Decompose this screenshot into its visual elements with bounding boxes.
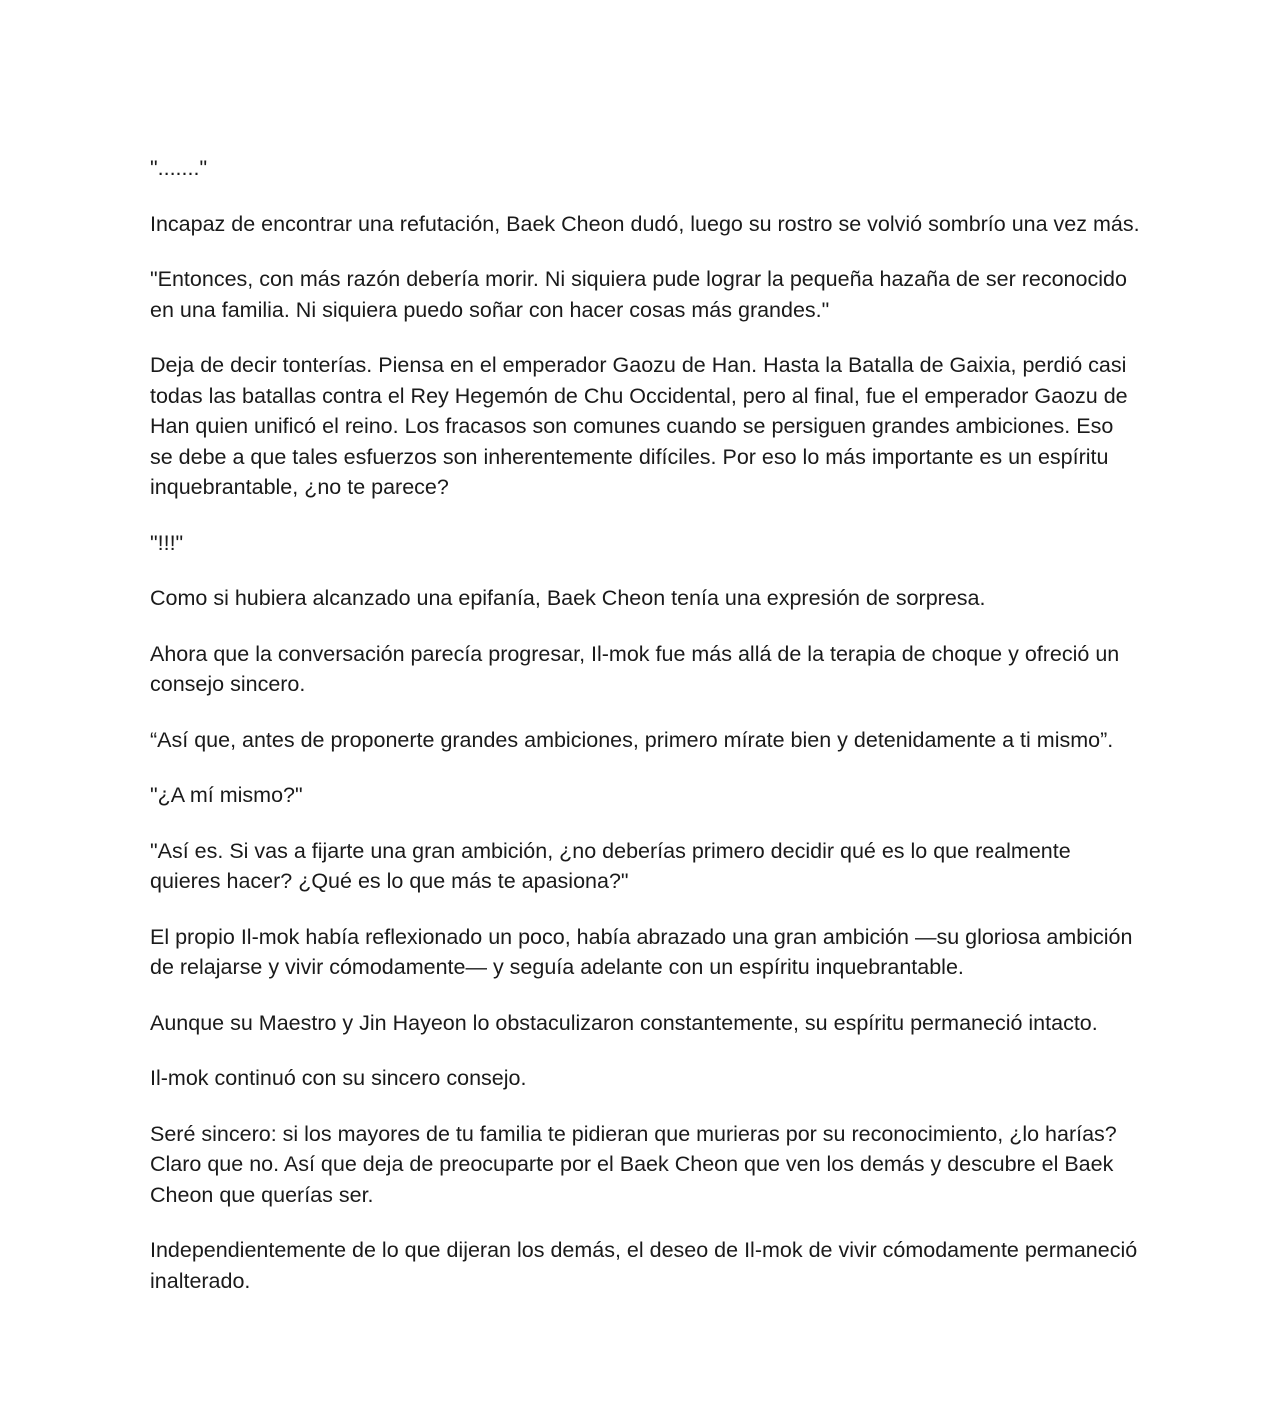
paragraph-epiphany: Como si hubiera alcanzado una epifanía, Baek Cheon tenía una expresión de sorpresa. xyxy=(150,586,986,610)
paragraph-continued-advice: Il-mok continuó con su sincero consejo. xyxy=(150,1066,527,1090)
paragraph-unchanged-desire: Independientemente de lo que dijeran los demás, el deseo de Il-mok de vivir cómodamente permaneció inalterado. xyxy=(150,1238,1138,1293)
paragraph-gaozu-advice: Deja de decir tonterías. Piensa en el emperador Gaozu de Han. Hasta la Batalla de Gaixia, perdió casi todas las batallas contra el Rey Hegemón de Chu Occidental, pero al final, fue el emperador Gaozu de Han quien unificó el reino. Los fracasos son comunes cuando se persiguen grandes ambiciones. Eso se debe a que tales esfuerzos son inherentemente difíciles. Por eso lo más importante es un espíritu inquebrantable, ¿no te parece? xyxy=(150,353,1128,499)
paragraph-ellipsis-quote: "......." xyxy=(150,156,208,180)
paragraph-myself-question: "¿A mí mismo?" xyxy=(150,783,303,807)
paragraph-be-sincere: Seré sincero: si los mayores de tu familia te pidieran que murieras por su reconocimiento, ¿lo harías? Claro que no. Así que deja de preocuparte por el Baek Cheon que ven los demás y descubre el Baek Cheon que querías ser. xyxy=(150,1121,1117,1207)
paragraph-sincere-advice: Ahora que la conversación parecía progresar, Il-mok fue más allá de la terapia de choque y ofreció un consejo sincero. xyxy=(150,641,1120,696)
paragraph-should-die: "Entonces, con más razón debería morir. Ni siquiera pude lograr la pequeña hazaña de ser reconocido en una familia. Ni siquiera puedo soñar con hacer cosas más grandes." xyxy=(150,267,1127,322)
paragraph-look-at-yourself: “Así que, antes de proponerte grandes ambiciones, primero mírate bien y detenidamente a ti mismo”. xyxy=(150,727,1114,752)
paragraph-passion-question: "Así es. Si vas a fijarte una gran ambición, ¿no deberías primero decidir qué es lo que realmente quieres hacer? ¿Qué es lo que más te apasiona?" xyxy=(150,838,1071,893)
paragraph-refutation: Incapaz de encontrar una refutación, Baek Cheon dudó, luego su rostro se volvió sombrío una vez más. xyxy=(150,211,1140,236)
paragraph-ilmok-ambition: El propio Il-mok había reflexionado un poco, había abrazado una gran ambición —su gloriosa ambición de relajarse y vivir cómodamente— y seguía adelante con un espíritu inquebrantable. xyxy=(150,924,1133,979)
paragraph-exclamation-quote: "!!!" xyxy=(150,530,184,555)
document-page xyxy=(150,153,1140,1321)
paragraph-master-obstacles: Aunque su Maestro y Jin Hayeon lo obstaculizaron constantemente, su espíritu permaneció intacto. xyxy=(150,1010,1098,1035)
